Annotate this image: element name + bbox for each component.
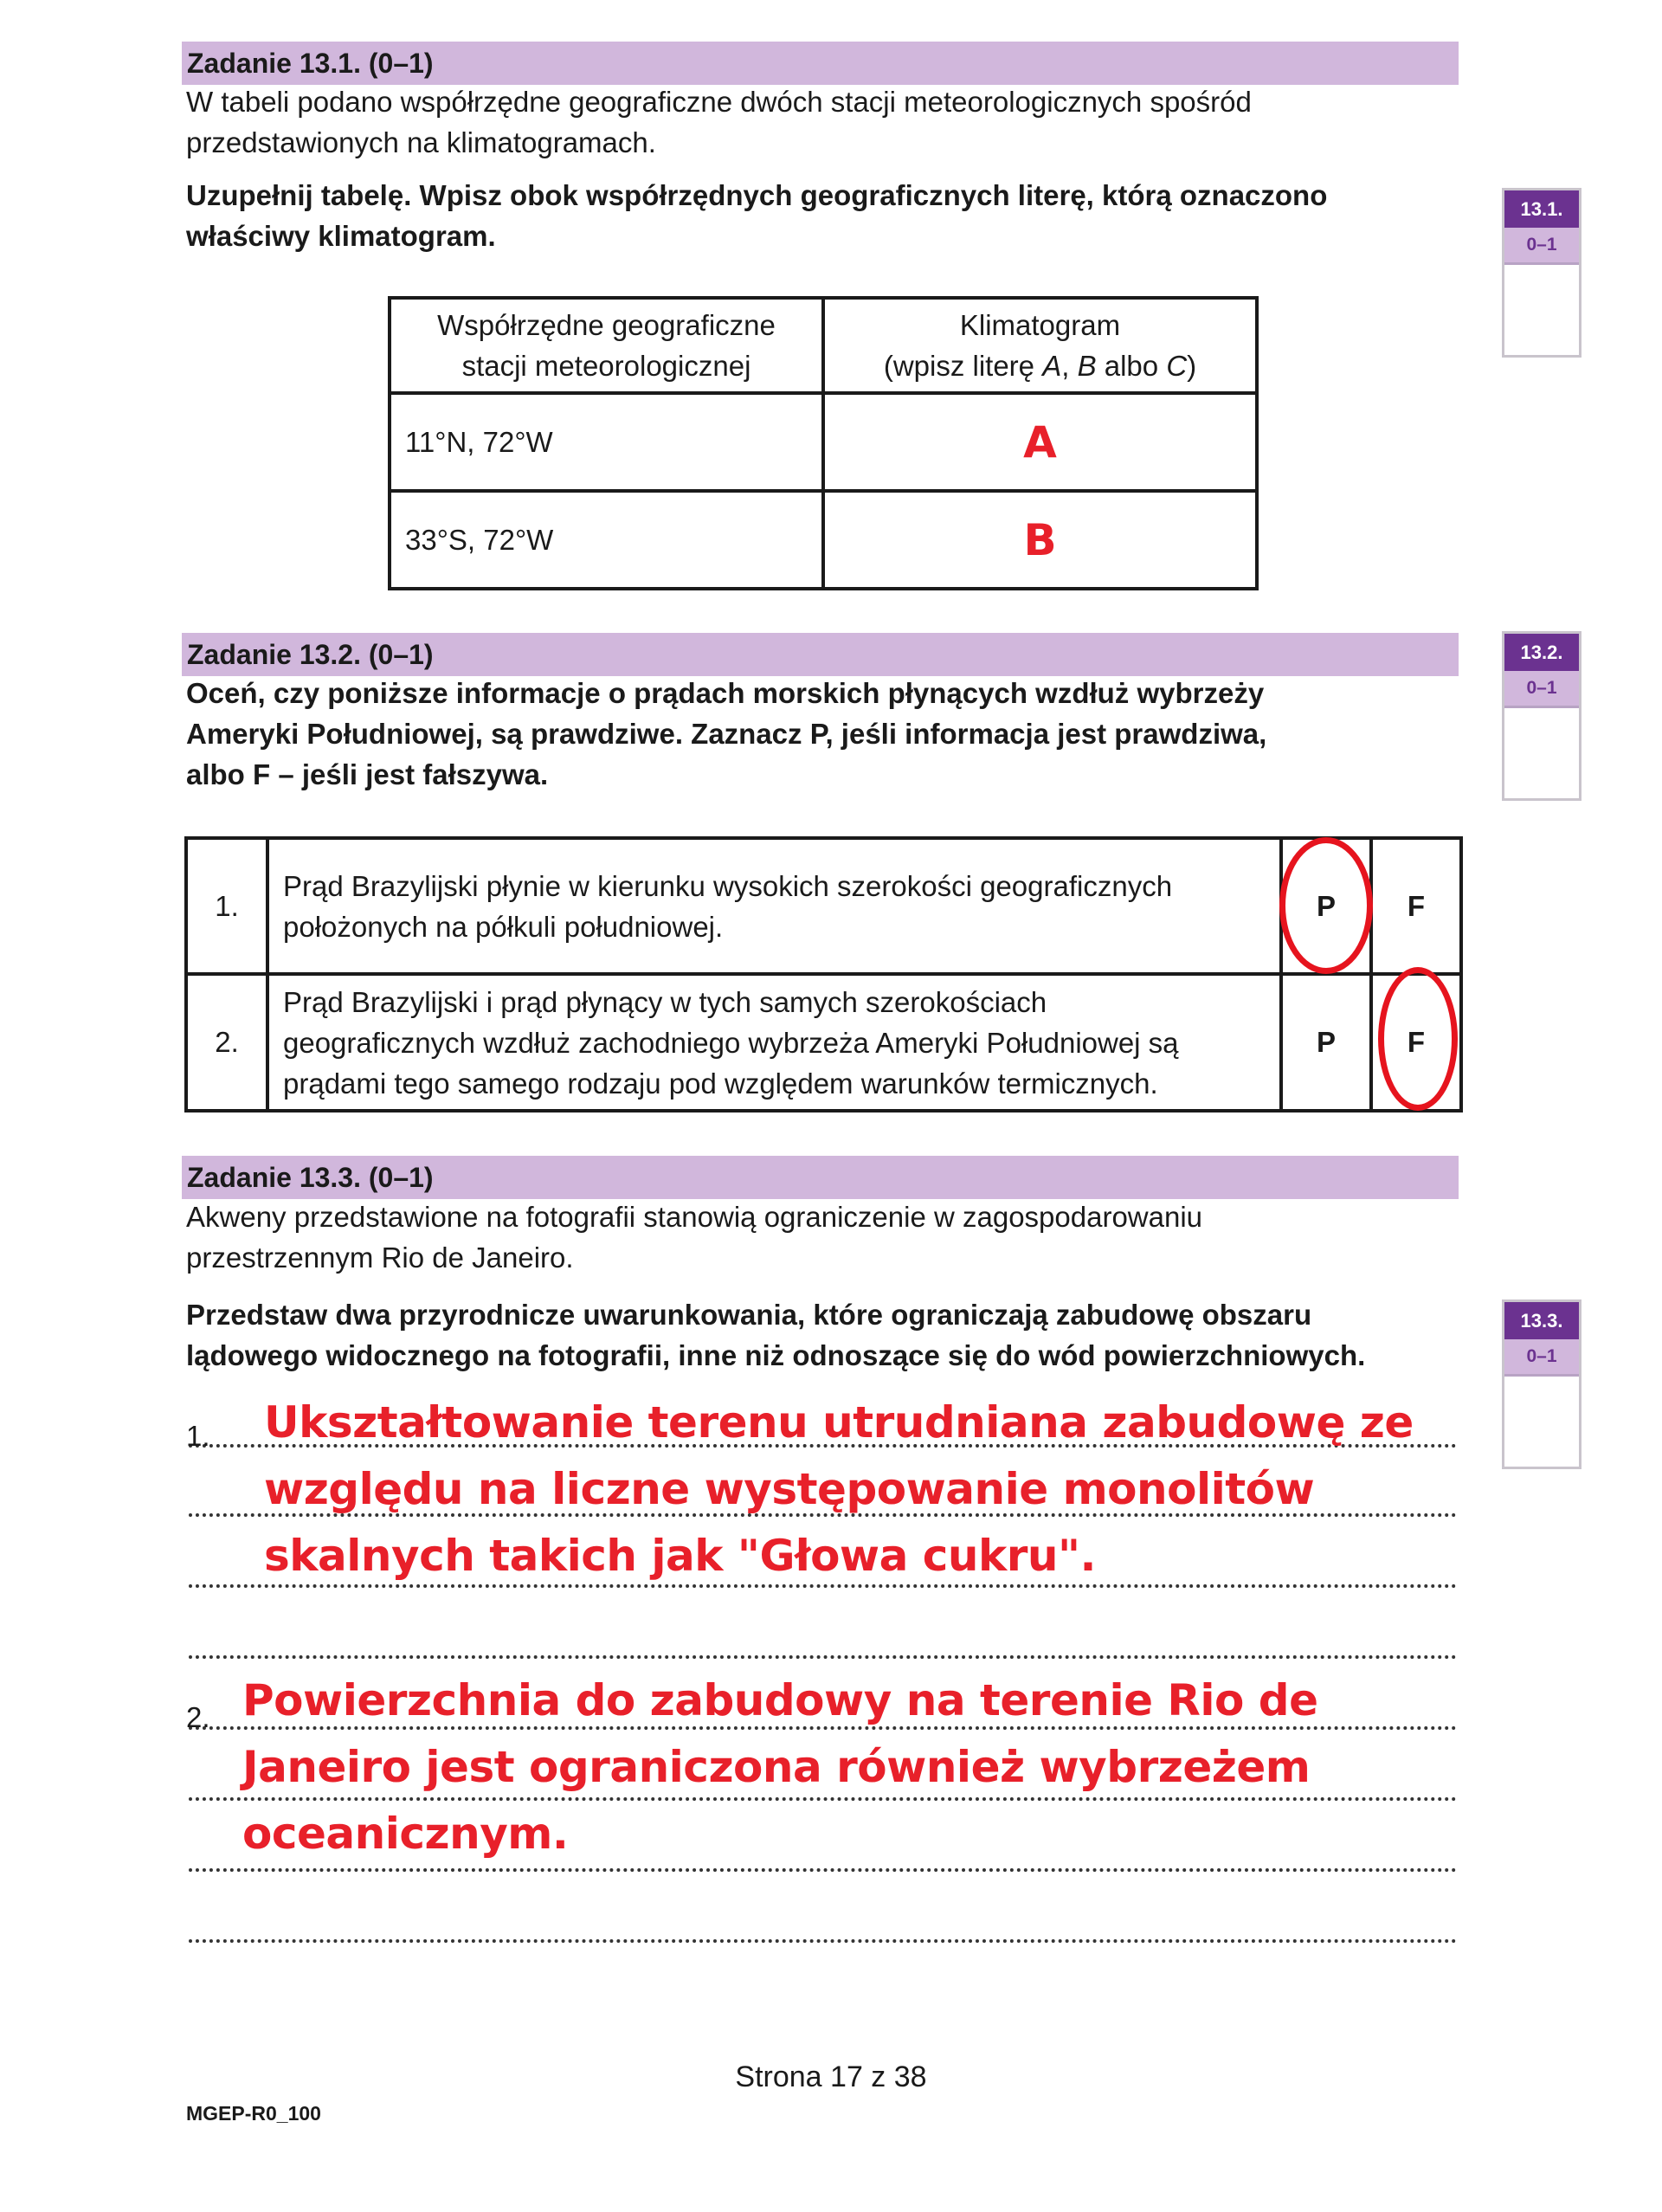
answer-cell[interactable]: B: [823, 491, 1257, 589]
score-id: 13.1.: [1504, 190, 1579, 228]
header-line: stacji meteorologicznej: [461, 350, 751, 382]
table-row: [186, 838, 1461, 974]
answer-cell[interactable]: A: [823, 393, 1257, 491]
option-label: P: [1316, 889, 1336, 922]
handwritten-line: względu na liczne występowanie monolitów: [264, 1464, 1315, 1514]
task-13-1-intro: [186, 81, 1252, 163]
statement-line: geograficznych wzdłuż zachodniego wybrzeża Ameryki Południowej są: [283, 1026, 1179, 1059]
header-line: Współrzędne geograficzne: [437, 309, 776, 341]
answer-line[interactable]: [189, 1655, 1457, 1659]
score-range: 0–1: [1504, 228, 1579, 265]
handwritten-line: Ukształtowanie terenu utrudniana zabudowę ze: [264, 1397, 1414, 1448]
instruction-line: albo F – jeśli jest fałszywa.: [186, 758, 549, 790]
instruction-line: Przedstaw dwa przyrodnicze uwarunkowania, które ograniczają zabudowę obszaru: [186, 1299, 1312, 1331]
option-label: F: [1407, 889, 1426, 922]
intro-line: przedstawionych na klimatogramach.: [186, 126, 656, 158]
letter-c: C: [1166, 350, 1188, 382]
option-label: F: [1407, 1026, 1426, 1058]
statement-line: położonych na półkuli południowej.: [283, 910, 724, 943]
statement-line: Prąd Brazylijski płynie w kierunku wysokich szerokości geograficznych: [283, 869, 1173, 902]
instruction-line: lądowego widocznego na fotografii, inne niż odnoszące się do wód powierzchniowych.: [186, 1339, 1366, 1371]
selection-circle: [1378, 967, 1458, 1111]
answer-line[interactable]: [189, 1868, 1457, 1872]
score-field[interactable]: [1504, 1377, 1579, 1467]
instruction-line: Uzupełnij tabelę. Wpisz obok współrzędnych geograficznych literę, którą oznaczono: [186, 179, 1328, 211]
task-13-3-intro: [186, 1196, 1202, 1278]
intro-line: Akweny przedstawione na fotografii stanowią ograniczenie w zagospodarowaniu: [186, 1201, 1203, 1233]
col-header-coords: [390, 298, 823, 393]
option-f[interactable]: [1371, 838, 1461, 974]
header-text: albo: [1096, 350, 1167, 382]
score-field[interactable]: [1504, 265, 1579, 355]
statement-line: prądami tego samego rodzaju pod względem warunków termicznych.: [283, 1067, 1158, 1100]
row-number: 1.: [186, 838, 267, 974]
header-text: (wpisz literę: [883, 350, 1043, 382]
table-row: [390, 491, 1257, 589]
coords-cell: 11°N, 72°W: [390, 393, 823, 491]
exam-code: MGEP-R0_100: [186, 2102, 321, 2125]
score-box-13-2: [1502, 631, 1581, 801]
score-box-13-1: [1502, 188, 1581, 358]
score-id: 13.3.: [1504, 1302, 1579, 1339]
task-13-1-header: Zadanie 13.1. (0–1): [182, 42, 1459, 85]
score-box-13-3: [1502, 1299, 1581, 1469]
handwritten-line: Janeiro jest ograniczona również wybrzeżem: [242, 1742, 1311, 1792]
answer-number: 1.: [186, 1420, 210, 1452]
option-p[interactable]: [1281, 838, 1371, 974]
header-text: ,: [1061, 350, 1078, 382]
task-13-1-instruction: [186, 175, 1327, 256]
task-13-2-instruction: [186, 673, 1266, 795]
option-label: P: [1316, 1026, 1336, 1058]
statement-line: Prąd Brazylijski i prąd płynący w tych samych szerokościach: [283, 985, 1047, 1018]
task-13-2-header: Zadanie 13.2. (0–1): [182, 633, 1459, 676]
statement: [267, 838, 1281, 974]
letter-a: A: [1042, 350, 1062, 382]
header-line: Klimatogram: [959, 309, 1121, 341]
selection-circle: [1279, 837, 1373, 974]
option-p[interactable]: [1281, 974, 1371, 1111]
intro-line: przestrzennym Rio de Janeiro.: [186, 1241, 574, 1274]
handwritten-answer-1: [264, 1390, 1414, 1590]
handwritten-answer-2: [242, 1667, 1318, 1867]
score-range: 0–1: [1504, 671, 1579, 708]
instruction-line: Ameryki Południowej, są prawdziwe. Zaznacz P, jeśli informacja jest prawdziwa,: [186, 718, 1267, 750]
score-range: 0–1: [1504, 1339, 1579, 1377]
task-13-3-header: Zadanie 13.3. (0–1): [182, 1156, 1459, 1199]
statement: [267, 974, 1281, 1111]
score-id: 13.2.: [1504, 634, 1579, 671]
intro-line: W tabeli podano współrzędne geograficzne dwóch stacji meteorologicznych spośród: [186, 86, 1252, 118]
header-text: ): [1187, 350, 1197, 382]
instruction-line: Oceń, czy poniższe informacje o prądach morskich płynących wzdłuż wybrzeży: [186, 677, 1265, 709]
option-f[interactable]: [1371, 974, 1461, 1111]
answer-number: 2.: [186, 1701, 210, 1733]
coords-cell: 33°S, 72°W: [390, 491, 823, 589]
handwritten-line: skalnych takich jak "Głowa cukru".: [264, 1531, 1097, 1581]
climatogram-table: [388, 296, 1259, 590]
answer-line[interactable]: [189, 1939, 1457, 1943]
table-row: [186, 974, 1461, 1111]
table-row: [390, 393, 1257, 491]
row-number: 2.: [186, 974, 267, 1111]
page-number: Strona 17 z 38: [735, 2060, 927, 2093]
handwritten-line: oceanicznym.: [242, 1809, 569, 1859]
handwritten-line: Powierzchnia do zabudowy na terenie Rio de: [242, 1675, 1318, 1725]
letter-b: B: [1077, 350, 1097, 382]
header-line: [826, 345, 1254, 386]
score-field[interactable]: [1504, 708, 1579, 798]
task-13-3-instruction: [186, 1294, 1365, 1376]
col-header-climatogram: [823, 298, 1257, 393]
instruction-line: właściwy klimatogram.: [186, 220, 496, 252]
true-false-table: [184, 836, 1463, 1112]
